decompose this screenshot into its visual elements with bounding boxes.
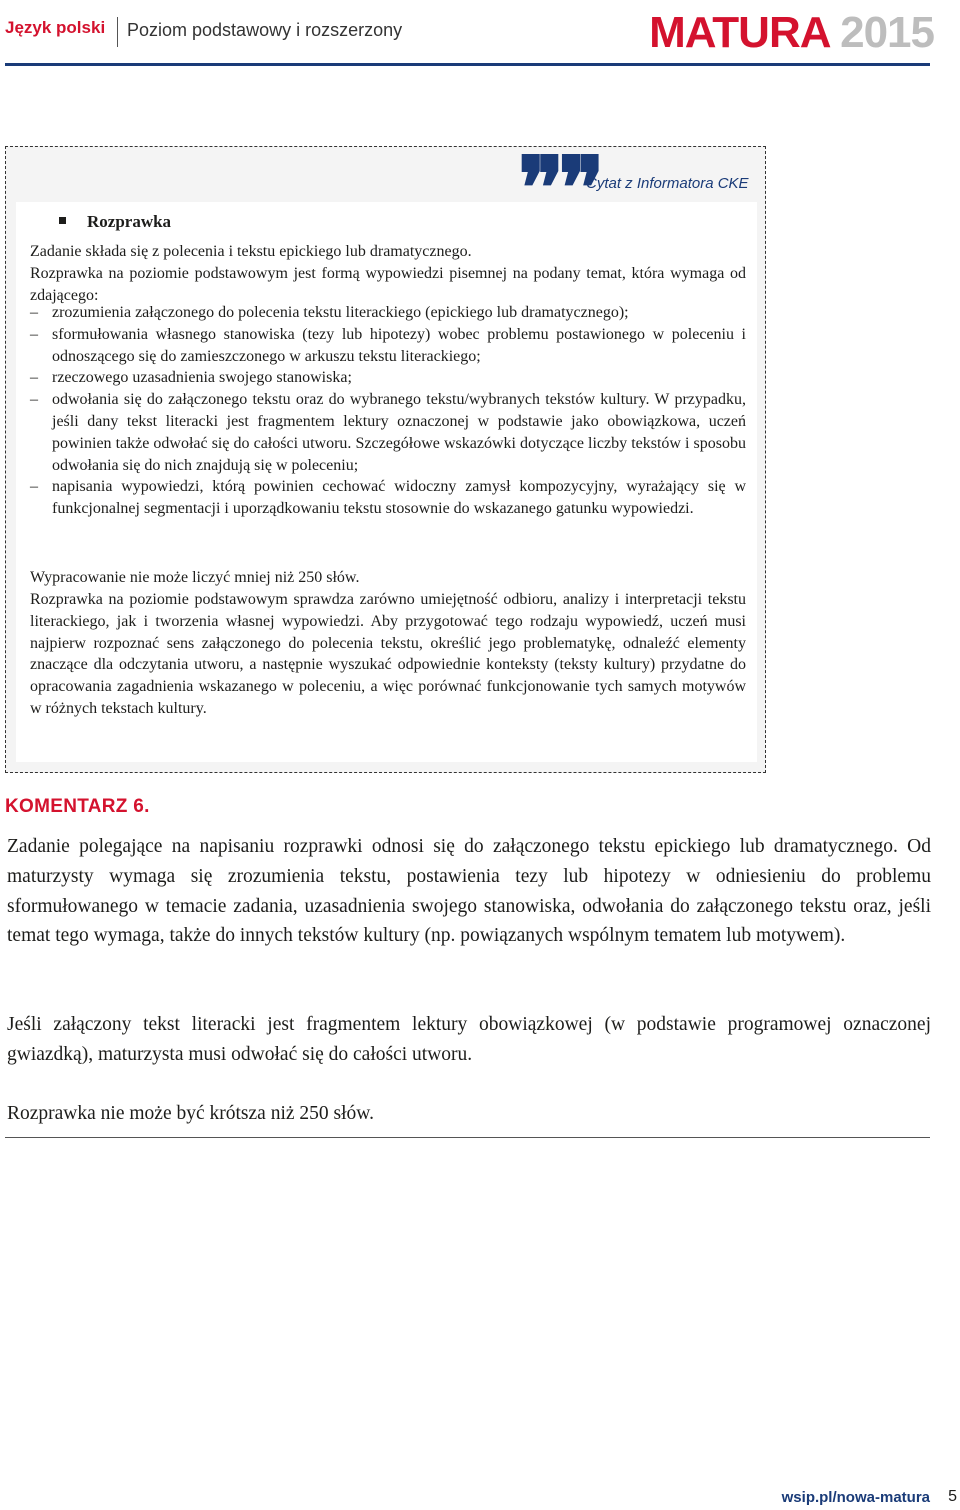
list-item: – sformułowania własnego stanowiska (tezy lub hipotezy) wobec problemu postawionego w poleceniu i odnoszącego się do zamieszczonego w arkuszu tekstu literackiego; [30,324,746,368]
footer-link[interactable]: wsip.pl/nowa-matura [781,1489,930,1506]
quote-closing: Rozprawka na poziomie podstawowym sprawdza zarówno umiejętność odbioru, analizy i interpretacji tekstu literackiego, jak i tworzenia własnej wypowiedzi. Aby przygotować tego rodzaju wypowiedź, uczeń musi najpierw rozpoznać sens załączonego do polecenia tekstu, określić jego problematykę, odnaleźć elementy znaczące dla odczytania utworu, a następnie wyszukać odpowiednie konteksty (teksty kultury) przydatne do opracowania zagadnienia wskazanego w poleceniu, a więc porównać funkcjonowanie tych samych motywów w różnych tekstach kultury. [30,591,746,717]
page-number: 5 [948,1488,957,1505]
header-rule [5,63,930,66]
list-item: – rzeczowego uzasadnienia swojego stanowiska; [30,367,746,389]
requirements-list [30,302,746,520]
list-item: – napisania wypowiedzi, którą powinien cechować widoczny zamysł kompozycyjny, wyrażający się w funkcjonalnej segmentacji i uporządkowaniu tekstu stosownie do wskazanego gatunku wypowiedzi. [30,476,746,520]
komentarz-paragraph-1: Zadanie polegające na napisaniu rozprawki odnosi się do załączonego tekstu epickiego lub dramatycznego. Od maturzysty wymaga się zrozumienia tekstu, postawienia tezy lub hipotezy w odniesieniu do problemu sformułowanego w temacie zadania, uzasadnienia swojego stanowiska, odwołania do załączonego tekstu oraz, jeśli temat tego wymaga, także do innych tekstów kultury (np. powiązanych wspólnym tematem lub motywem). [7,836,931,947]
list-item: – zrozumienia załączonego do polecenia tekstu literackiego (epickiego lub dramatycznego); [30,302,746,324]
list-item: – odwołania się do załączonego tekstu oraz do wybranego tekstu/wybranych tekstów kultury. W przypadku, jeśli dany tekst literacki jest fragmentem lektury oznaczonej w podstawie jako obowiązkowa, uczeń powinien także odwołać się do całości utworu. Szczegółowe wskazówki dotyczące liczby tekstów i sposobu odwołania się do nich znajdują się w poleceniu; [30,389,746,476]
min-words-note: Wypracowanie nie może liczyć mniej niż 250 słów. [30,569,360,586]
quote-intro-2: Rozprawka na poziomie podstawowym jest formą wypowiedzi pisemnej na podany temat, która wymaga od zdającego: [30,265,746,304]
matura-logo [649,8,934,58]
komentarz-paragraph-3: Rozprawka nie może być krótsza niż 250 słów. [7,1103,374,1124]
quote-source: Cytat z Informatora CKE [586,175,749,192]
bottom-rule [5,1137,930,1138]
matura-word: MATURA [649,8,829,57]
page-header [0,0,960,66]
header-divider [117,17,118,47]
komentarz-title: KOMENTARZ 6. [5,796,150,817]
quote-heading: Rozprawka [87,212,172,231]
subject-label: Język polski [5,18,106,37]
matura-year: 2015 [840,8,934,57]
komentarz-paragraph-2: Jeśli załączony tekst literacki jest fragmentem lektury obowiązkowej (w podstawie programowej oznaczonej gwiazdką), maturzysta musi odwołać się do całości utworu. [7,1014,931,1065]
quote-marks-icon: ❞❞ [518,138,599,239]
square-bullet-icon [59,217,66,224]
quote-intro-1: Zadanie składa się z polecenia i tekstu epickiego lub dramatycznego. [30,243,472,260]
level-label: Poziom podstawowy i rozszerzony [127,20,403,40]
